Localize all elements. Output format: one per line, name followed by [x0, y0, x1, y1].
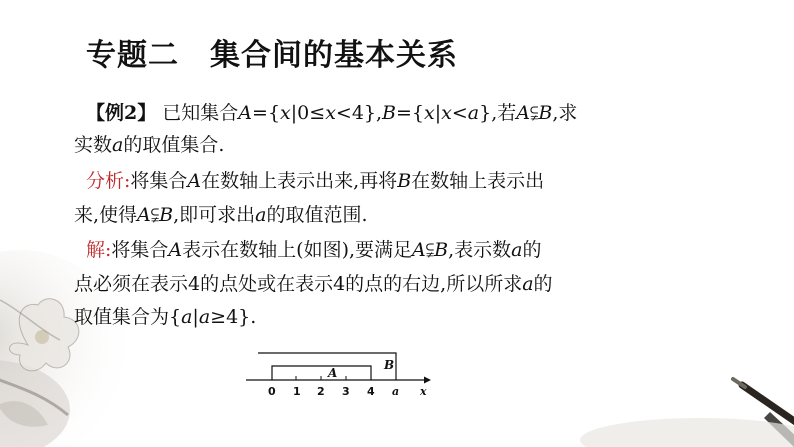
tick-label-3: 3 — [342, 385, 350, 398]
axis-label-x: x — [420, 385, 427, 398]
tick-label-a: a — [392, 385, 400, 398]
slide-title: 专题二 集合间的基本关系 — [86, 38, 458, 73]
number-line-figure — [246, 346, 446, 404]
analysis-label: 分析: — [86, 170, 131, 192]
analysis-line-2: 来,使得A⫋B,即可求出a的取值范围. — [74, 204, 368, 226]
analysis-line-1: 分析:将集合A在数轴上表示出来,再将B在数轴上表示出 — [86, 170, 545, 192]
axis-arrow — [424, 377, 431, 384]
solution-line-3: 取值集合为{a|a≥4}. — [74, 306, 257, 328]
example-label: 【例2】 — [86, 102, 157, 124]
tick-label-1: 1 — [293, 385, 301, 398]
solution-line-2: 点必须在表示4的点处或在表示4的点的右边,所以所求a的 — [74, 273, 553, 295]
example-line-1: 【例2】 已知集合A={x|0≤x<4},B={x|x<a},若A⫋B,求 — [86, 102, 578, 124]
label-set-a: A — [328, 366, 338, 380]
label-set-b: B — [384, 358, 395, 372]
example-line-2: 实数a的取值集合. — [74, 134, 225, 156]
solution-line-1: 解:将集合A表示在数轴上(如图),要满足A⫋B,表示数a的 — [86, 239, 542, 261]
tick-label-2: 2 — [317, 385, 325, 398]
tick-label-0: 0 — [268, 385, 276, 398]
tick-label-4: 4 — [367, 385, 375, 398]
solution-label: 解: — [86, 239, 112, 261]
